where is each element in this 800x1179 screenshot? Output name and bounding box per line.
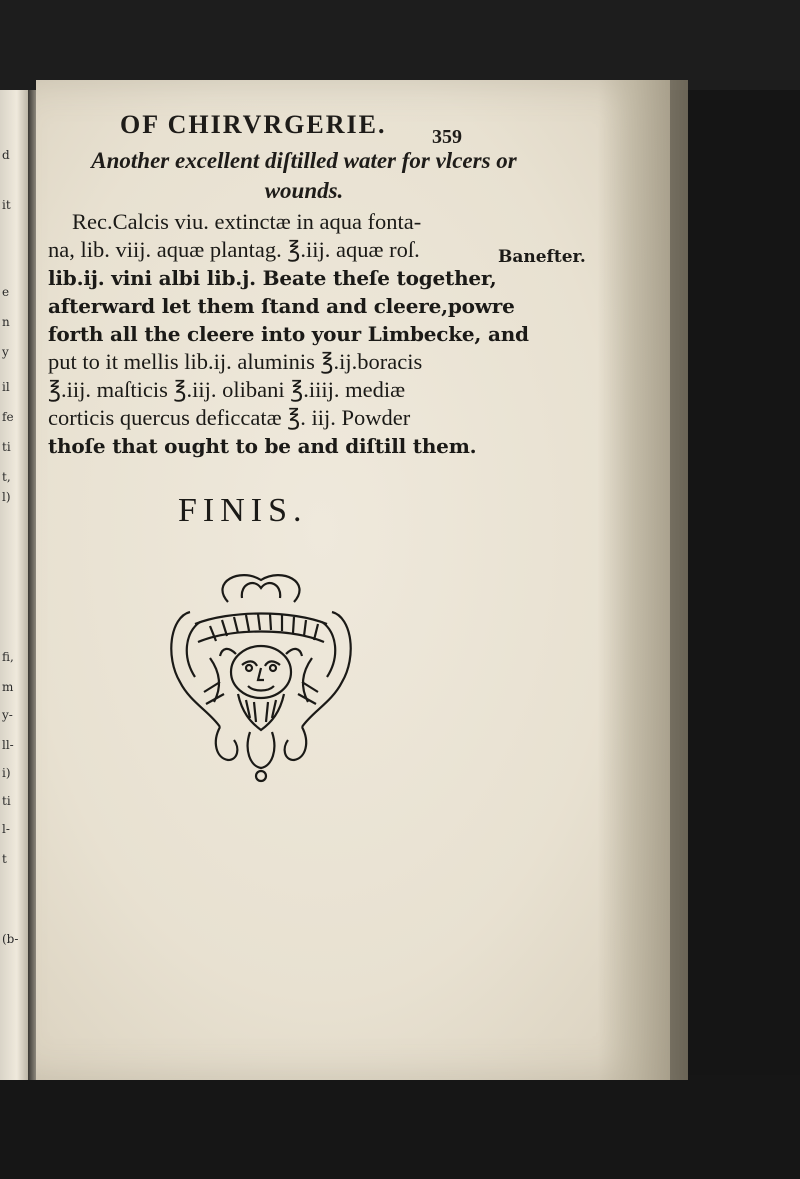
book-gutter	[28, 90, 36, 1080]
fragment: it	[2, 198, 11, 212]
fragment: l-	[2, 822, 10, 836]
finis: FINIS.	[178, 492, 308, 529]
fragment: n	[2, 315, 10, 329]
page-number: 359	[432, 126, 462, 148]
page-edge-shadow	[598, 80, 688, 1080]
fragment: y	[2, 345, 9, 359]
fragment: t,	[2, 470, 11, 484]
fragment: ti	[2, 440, 11, 454]
text-line: afterward let them ſtand and cleere,powre	[48, 294, 515, 318]
background-bottom	[0, 1075, 800, 1179]
section-title: Another excellent diſtilled water for vlcers or wounds.	[91, 148, 517, 203]
fragment: d	[2, 148, 10, 162]
fragment: ll-	[2, 738, 14, 752]
text-line: lib.ij. vini albi lib.j. Beate theſe together,	[48, 266, 497, 290]
fragment: m	[2, 680, 14, 694]
fragment: (b-	[2, 932, 19, 946]
fragment: l)	[2, 490, 11, 504]
text-line: na, lib. viij. aquæ plantag. ℥.iij. aquæ roſ.	[48, 237, 420, 262]
text-line: Rec.Calcis viu. extinctæ in aqua fonta-	[72, 209, 422, 234]
text-line: corticis quercus deficcatæ ℥. iij. Powder	[48, 405, 411, 430]
recipe-text	[48, 208, 529, 460]
fragment: y-	[2, 708, 13, 722]
text-line: thoſe that ought to be and diſtill them.	[48, 434, 477, 458]
grotesque-mask-tailpiece-icon	[150, 562, 372, 784]
facing-page-edge	[0, 90, 28, 1080]
running-header: OF CHIRVRGERIE.	[120, 110, 387, 139]
fragment: ti	[2, 794, 11, 808]
text-line: forth all the cleere into your Limbecke, and	[48, 322, 529, 346]
margin-note: Banefter.	[498, 247, 586, 267]
fragment: i)	[2, 766, 11, 780]
background-top	[0, 0, 800, 90]
fragment: il	[2, 380, 10, 394]
text-line: ℥.iij. maſticis ℥.iij. olibani ℥.iiij. mediæ	[48, 377, 406, 402]
fragment: e	[2, 285, 10, 299]
fragment: fi,	[2, 650, 14, 664]
fragment: t	[2, 852, 7, 866]
text-line: put to it mellis lib.ij. aluminis ℥.ij.boracis	[48, 349, 423, 374]
fragment: fe	[2, 410, 14, 424]
